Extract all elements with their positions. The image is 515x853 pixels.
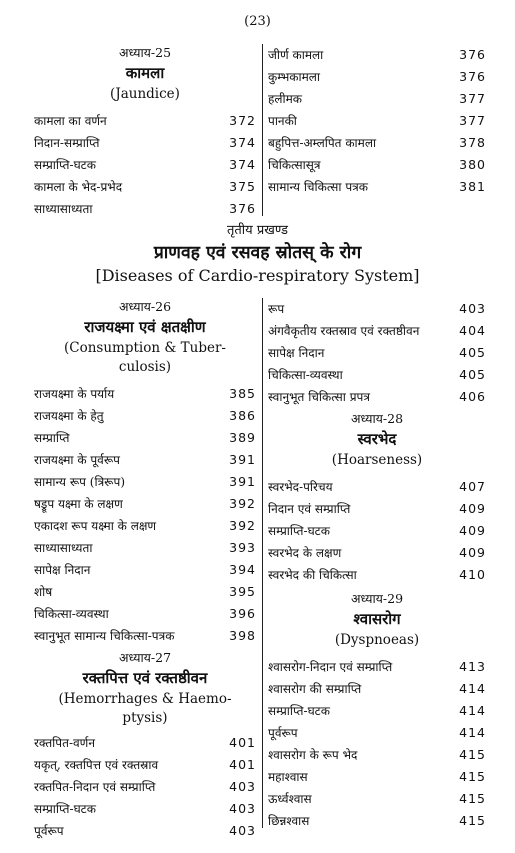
entry-page: 403 xyxy=(229,823,256,838)
entry-title: सम्प्राप्ति-घटक xyxy=(34,802,96,816)
entry-page: 376 xyxy=(229,201,256,216)
chapter-label: अध्याय-26 xyxy=(118,299,172,314)
toc-entry xyxy=(268,810,486,832)
entry-title: रक्तपित-निदान एवं सम्प्राप्ति xyxy=(34,780,156,794)
chapter-label: अध्याय-27 xyxy=(118,650,172,665)
entry-title: सापेक्ष निदान xyxy=(268,346,325,360)
entry-title: सम्प्राप्ति-घटक xyxy=(268,704,330,718)
chapter-title: श्वासरोग xyxy=(353,610,401,628)
chapter-25-block xyxy=(34,44,256,220)
entry-title: बहुपित्त-अम्लपित कामला xyxy=(268,136,377,150)
chapter-25-continued xyxy=(268,44,486,198)
toc-entry xyxy=(268,520,486,542)
entry-title: एकादश रूप यक्ष्मा के लक्षण xyxy=(34,519,157,533)
chapter-title: स्वरभेद xyxy=(357,430,397,448)
section-heading xyxy=(0,220,515,285)
entry-page: 409 xyxy=(459,523,486,538)
toc-entry xyxy=(34,625,256,647)
toc-entry xyxy=(34,776,256,798)
left-column xyxy=(34,298,256,842)
entry-title: सापेक्ष निदान xyxy=(34,563,91,577)
toc-entry xyxy=(268,744,486,766)
entry-page: 409 xyxy=(459,545,486,560)
entry-page: 414 xyxy=(459,703,486,718)
chapter-label: अध्याय-28 xyxy=(350,411,404,426)
toc-entry xyxy=(268,176,486,198)
chapter-28-block xyxy=(268,410,486,586)
toc-entry xyxy=(34,537,256,559)
entry-page: 386 xyxy=(229,408,256,423)
toc-entry xyxy=(268,498,486,520)
section-english-title: [Diseases of Cardio-respiratory System] xyxy=(95,266,420,285)
entry-title: कुम्भकामला xyxy=(268,70,320,84)
entry-title: राजयक्ष्मा के पूर्वरूप xyxy=(34,453,120,467)
toc-entry xyxy=(268,542,486,564)
entry-title: पूर्वरूप xyxy=(268,726,298,740)
entry-page: 395 xyxy=(229,584,256,599)
toc-entry xyxy=(268,788,486,810)
entry-title: श्वासरोग-निदान एवं सम्प्राप्ति xyxy=(268,660,393,674)
page-number: (23) xyxy=(244,14,271,29)
entry-title: कामला का वर्णन xyxy=(34,114,107,128)
entry-page: 377 xyxy=(459,91,486,106)
toc-entry xyxy=(268,342,486,364)
entry-page: 407 xyxy=(459,479,486,494)
entry-page: 398 xyxy=(229,628,256,643)
entry-page: 415 xyxy=(459,813,486,828)
entry-title: चिकित्सा-व्यवस्था xyxy=(268,368,343,382)
entry-title: हलीमक xyxy=(268,92,303,106)
entry-title: श्वासरोग के रूप भेद xyxy=(268,748,358,762)
toc-entry xyxy=(34,754,256,776)
chapter-label: अध्याय-29 xyxy=(350,591,404,606)
chapter-title: राजयक्ष्मा एवं क्षतक्षीण xyxy=(84,318,206,336)
entry-page: 378 xyxy=(459,135,486,150)
entry-page: 376 xyxy=(459,47,486,62)
entry-page: 409 xyxy=(459,501,486,516)
entry-page: 391 xyxy=(229,474,256,489)
toc-entry xyxy=(268,564,486,586)
chapter-title: रक्तपित्त एवं रक्तष्ठीवन xyxy=(82,669,208,687)
entry-page: 396 xyxy=(229,606,256,621)
chapter-label: अध्याय-25 xyxy=(118,45,172,60)
entry-title: रक्तपित-वर्णन xyxy=(34,736,96,750)
entry-page: 401 xyxy=(229,757,256,772)
entry-title: शोष xyxy=(34,585,53,599)
toc-entry xyxy=(34,515,256,537)
entry-page: 414 xyxy=(459,681,486,696)
entry-title: साध्यासाध्यता xyxy=(34,202,93,216)
entry-page: 406 xyxy=(459,389,486,404)
toc-entry xyxy=(268,476,486,498)
toc-entry xyxy=(268,722,486,744)
entry-title: यकृत्, रक्तपित्त एवं रक्तस्राव xyxy=(34,758,159,772)
entry-title: छिन्नश्वास xyxy=(268,814,310,828)
entry-page: 403 xyxy=(459,301,486,316)
toc-entry xyxy=(268,364,486,386)
chapter-27-block xyxy=(34,649,256,842)
toc-entry xyxy=(34,493,256,515)
entry-page: 415 xyxy=(459,747,486,762)
entry-page: 377 xyxy=(459,113,486,128)
entry-title: राजयक्ष्मा के पर्याय xyxy=(34,387,115,401)
chapter-entries xyxy=(268,656,486,832)
column-divider xyxy=(262,44,263,216)
entry-title: निदान-सम्प्राप्ति xyxy=(34,136,100,150)
entry-title: स्वरभेद-परिचय xyxy=(268,480,333,494)
entry-title: स्वरभेद की चिकित्सा xyxy=(268,568,357,582)
toc-entry xyxy=(34,405,256,427)
toc-entry xyxy=(34,603,256,625)
chapter-entries xyxy=(34,732,256,842)
entry-page: 401 xyxy=(229,735,256,750)
toc-entry xyxy=(268,386,486,408)
toc-entry xyxy=(34,427,256,449)
entry-page: 392 xyxy=(229,518,256,533)
entry-page: 380 xyxy=(459,157,486,172)
entry-page: 405 xyxy=(459,345,486,360)
entry-title: अंगवैकृतीय रक्तस्राव एवं रक्तष्ठीवन xyxy=(268,324,420,338)
entry-page: 410 xyxy=(459,567,486,582)
entry-page: 405 xyxy=(459,367,486,382)
toc-entry xyxy=(34,198,256,220)
entry-page: 415 xyxy=(459,769,486,784)
chapter-entries xyxy=(34,110,256,220)
chapter-english-title: (Dyspnoeas) xyxy=(334,632,420,648)
entry-page: 403 xyxy=(229,779,256,794)
toc-entry xyxy=(268,700,486,722)
entry-page: 414 xyxy=(459,725,486,740)
toc-entry xyxy=(268,132,486,154)
entry-page: 372 xyxy=(229,113,256,128)
toc-entry xyxy=(34,176,256,198)
toc-entry xyxy=(34,154,256,176)
chapter-english-title: (Hoarseness) xyxy=(331,452,423,468)
entry-title: स्वानुभूत सामान्य चिकित्सा-पत्रक xyxy=(34,629,175,643)
toc-entry xyxy=(268,298,486,320)
entry-page: 381 xyxy=(459,179,486,194)
entry-title: ऊर्ध्वश्वास xyxy=(268,792,312,806)
toc-entry xyxy=(34,471,256,493)
entry-title: कामला के भेद-प्रभेद xyxy=(34,180,123,194)
entry-title: सामान्य चिकित्सा पत्रक xyxy=(268,180,368,194)
entry-page: 389 xyxy=(229,430,256,445)
entry-page: 404 xyxy=(459,323,486,338)
entry-page: 385 xyxy=(229,386,256,401)
chapter-entries xyxy=(268,476,486,586)
entry-title: षड्रूप यक्ष्मा के लक्षण xyxy=(34,497,123,511)
entry-title: पूर्वरूप xyxy=(34,824,64,838)
chapter-english-title: (Consumption & Tuber- xyxy=(64,340,226,356)
toc-entry xyxy=(34,383,256,405)
toc-entry xyxy=(268,320,486,342)
entry-title: राजयक्ष्मा के हेतु xyxy=(34,409,104,423)
section-part-label: तृतीय प्रखण्ड xyxy=(226,223,289,238)
entry-title: स्वानुभूत चिकित्सा प्रपत्र xyxy=(268,390,370,404)
chapter-29-block xyxy=(268,590,486,832)
entry-page: 413 xyxy=(459,659,486,674)
entry-page: 415 xyxy=(459,791,486,806)
entry-title: सम्प्राप्ति-घटक xyxy=(268,524,330,538)
section-title: प्राणवह एवं रसवह स्रोतस् के रोग xyxy=(153,243,362,263)
entry-title: सम्प्राप्ति xyxy=(34,431,70,445)
entry-title: निदान एवं सम्प्राप्ति xyxy=(268,502,351,516)
toc-entry xyxy=(268,66,486,88)
chapter-english-title: (Jaundice) xyxy=(110,86,180,102)
toc-entry xyxy=(268,154,486,176)
entry-page: 375 xyxy=(229,179,256,194)
entry-title: साध्यासाध्यता xyxy=(34,541,93,555)
toc-entry xyxy=(268,44,486,66)
toc-entry xyxy=(34,732,256,754)
chapter-27-continued xyxy=(268,298,486,408)
entry-title: जीर्ण कामला xyxy=(268,48,324,62)
toc-entry xyxy=(268,678,486,700)
entry-page: 392 xyxy=(229,496,256,511)
entry-title: स्वरभेद के लक्षण xyxy=(268,546,342,560)
toc-entry xyxy=(268,656,486,678)
entry-page: 393 xyxy=(229,540,256,555)
entry-title: सामान्य रूप (त्रिरूप) xyxy=(34,475,126,489)
entry-page: 376 xyxy=(459,69,486,84)
chapter-26-block xyxy=(34,298,256,647)
toc-entry xyxy=(34,581,256,603)
toc-entry xyxy=(34,110,256,132)
toc-entry xyxy=(34,449,256,471)
chapter-entries xyxy=(34,383,256,647)
entry-title: चिकित्सा-व्यवस्था xyxy=(34,607,109,621)
chapter-english-title-cont: ptysis) xyxy=(122,710,168,726)
entry-title: चिकित्सासूत्र xyxy=(268,158,321,172)
entry-title: पानकी xyxy=(268,114,297,128)
toc-entry xyxy=(34,820,256,842)
toc-entry xyxy=(268,766,486,788)
entry-title: सम्प्राप्ति-घटक xyxy=(34,158,96,172)
toc-entry xyxy=(34,559,256,581)
entry-page: 374 xyxy=(229,157,256,172)
chapter-english-title-cont: culosis) xyxy=(118,359,172,375)
entry-title: महाश्वास xyxy=(268,770,308,784)
column-divider xyxy=(262,298,263,828)
entry-page: 403 xyxy=(229,801,256,816)
entry-page: 374 xyxy=(229,135,256,150)
entry-page: 394 xyxy=(229,562,256,577)
toc-entry xyxy=(268,110,486,132)
toc-entry xyxy=(268,88,486,110)
entry-title: रूप xyxy=(268,302,285,316)
toc-entry xyxy=(34,132,256,154)
entry-page: 391 xyxy=(229,452,256,467)
toc-entry xyxy=(34,798,256,820)
chapter-english-title: (Hemorrhages & Haemo- xyxy=(58,691,232,707)
entry-title: श्वासरोग की सम्प्राप्ति xyxy=(268,682,362,696)
chapter-title: कामला xyxy=(125,64,165,82)
right-column xyxy=(268,298,486,832)
